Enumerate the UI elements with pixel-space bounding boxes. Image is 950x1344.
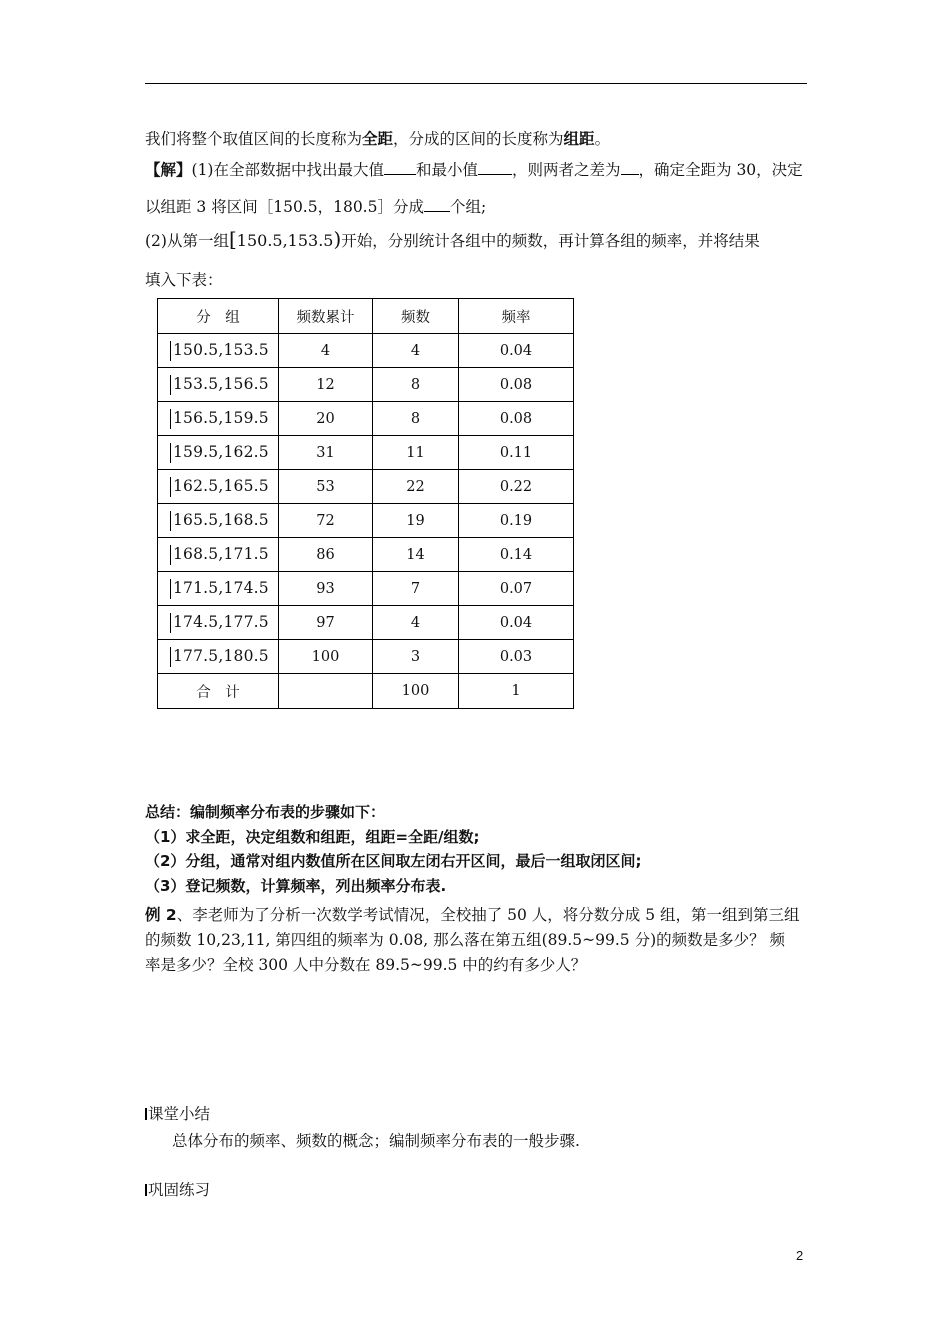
group-cell: 168.5,171.5 — [158, 538, 279, 572]
group-cell: 165.5,168.5 — [158, 504, 279, 538]
class-summary-title: 课堂小结 — [145, 1104, 210, 1124]
example-line-3: 率是多少？全校 300 人中分数在 89.5~99.5 中的约有多少人？ — [145, 956, 587, 974]
example-text: 、李老师为了分析一次数学考试情况，全校抽了 50 人，将分数分成 5 组，第一组到第三组 — [176, 906, 800, 924]
rate-cell: 0.08 — [459, 368, 574, 402]
table-total-row — [158, 674, 574, 709]
intro-text: 我们将整个取值区间的长度称为 — [145, 130, 363, 148]
cum-cell: 86 — [279, 538, 373, 572]
total-cum — [279, 674, 373, 709]
rate-cell: 0.03 — [459, 640, 574, 674]
rate-cell: 0.07 — [459, 572, 574, 606]
rate-cell: 0.11 — [459, 436, 574, 470]
freq-cell: 4 — [373, 334, 459, 368]
total-rate: 1 — [459, 674, 574, 709]
first-group-interval: [150.5,153.5) — [228, 227, 342, 251]
rate-cell: 0.19 — [459, 504, 574, 538]
solution-tag: 【解】 — [145, 160, 192, 179]
freq-cell: 19 — [373, 504, 459, 538]
header-group: 分 组 — [158, 299, 279, 334]
solution-text: ，则两者之差为 — [512, 161, 621, 179]
freq-cell: 11 — [373, 436, 459, 470]
table-row — [158, 334, 574, 368]
group-cell: 177.5,180.5 — [158, 640, 279, 674]
table-row — [158, 504, 574, 538]
total-freq: 100 — [373, 674, 459, 709]
table-row — [158, 538, 574, 572]
summary-step-2: （2）分组，通常对组内数值所在区间取左闭右开区间，最后一组取闭区间; — [145, 852, 642, 870]
header-rate: 频率 — [459, 299, 574, 334]
table-row — [158, 640, 574, 674]
class-summary-text: 总体分布的频率、频数的概念；编制频率分布表的一般步骤. — [172, 1132, 580, 1150]
table-header-row — [158, 299, 574, 334]
example-line-2: 的频数 10,23,11, 第四组的频率为 0.08, 那么落在第五组(89.5~99.5 分)的频数是多少？ 频 — [145, 931, 786, 949]
page-number: 2 — [796, 1248, 804, 1263]
term-group-width: 组距 — [563, 130, 595, 148]
cum-cell: 72 — [279, 504, 373, 538]
header-rule — [145, 83, 807, 84]
blank-group-count[interactable] — [424, 197, 450, 212]
table-row — [158, 606, 574, 640]
intro-text-end: 。 — [594, 130, 611, 148]
cum-cell: 12 — [279, 368, 373, 402]
intro-text-mid: ，分成的区间的长度称为 — [393, 130, 564, 148]
summary-title: 总结：编制频率分布表的步骤如下： — [145, 803, 386, 821]
solution-text: 个组; — [449, 198, 487, 216]
cum-cell: 31 — [279, 436, 373, 470]
group-cell: 156.5,159.5 — [158, 402, 279, 436]
blank-min[interactable] — [478, 160, 512, 175]
freq-cell: 22 — [373, 470, 459, 504]
solution-text: 开始，分别统计各组中的频数，再计算各组的频率，并将结果 — [341, 232, 760, 250]
group-cell: 153.5,156.5 — [158, 368, 279, 402]
solution-text: (1)在全部数据中找出最大值 — [191, 161, 384, 179]
solution-text: ，确定全距为 30，决定 — [638, 161, 803, 179]
group-cell: 174.5,177.5 — [158, 606, 279, 640]
solution-line-4 — [145, 270, 223, 290]
term-full-range: 全距 — [362, 130, 394, 148]
rate-cell: 0.04 — [459, 334, 574, 368]
solution-text: (2)从第一组 — [145, 232, 229, 250]
group-cell: 159.5,162.5 — [158, 436, 279, 470]
freq-cell: 4 — [373, 606, 459, 640]
rate-cell: 0.04 — [459, 606, 574, 640]
header-cumulative: 频数累计 — [279, 299, 373, 334]
cum-cell: 97 — [279, 606, 373, 640]
solution-line-1 — [145, 160, 803, 180]
section-marker-icon — [145, 1108, 147, 1120]
section-marker-icon — [145, 1184, 147, 1196]
header-frequency: 频数 — [373, 299, 459, 334]
table-row — [158, 368, 574, 402]
rate-cell: 0.14 — [459, 538, 574, 572]
cum-cell: 4 — [279, 334, 373, 368]
rate-cell: 0.08 — [459, 402, 574, 436]
blank-max[interactable] — [384, 160, 416, 175]
solution-line-2 — [145, 197, 486, 217]
table-row — [158, 436, 574, 470]
rate-cell: 0.22 — [459, 470, 574, 504]
solution-text: 填入下表： — [145, 271, 223, 289]
table-row — [158, 402, 574, 436]
cum-cell: 20 — [279, 402, 373, 436]
summary-step-3: （3）登记频数，计算频率，列出频率分布表. — [145, 877, 447, 895]
freq-cell: 8 — [373, 368, 459, 402]
intro-line — [145, 129, 610, 149]
group-cell: 150.5,153.5 — [158, 334, 279, 368]
solution-text: 以组距 3 将区间［150.5，180.5］分成 — [145, 198, 424, 216]
freq-cell: 3 — [373, 640, 459, 674]
example-label: 例 2 — [145, 906, 177, 924]
total-label: 合 计 — [158, 674, 279, 709]
table-row — [158, 572, 574, 606]
cum-cell: 100 — [279, 640, 373, 674]
cum-cell: 53 — [279, 470, 373, 504]
group-cell: 171.5,174.5 — [158, 572, 279, 606]
table-row — [158, 470, 574, 504]
freq-cell: 8 — [373, 402, 459, 436]
solution-text: 和最小值 — [415, 161, 478, 179]
example-line-1 — [145, 905, 799, 925]
cum-cell: 93 — [279, 572, 373, 606]
blank-diff[interactable] — [621, 160, 639, 175]
solution-line-3 — [145, 229, 760, 251]
practice-title: 巩固练习 — [145, 1180, 210, 1200]
summary-step-1: （1）求全距，决定组数和组距，组距=全距/组数; — [145, 828, 480, 846]
frequency-table — [157, 298, 574, 709]
group-cell: 162.5,165.5 — [158, 470, 279, 504]
freq-cell: 7 — [373, 572, 459, 606]
freq-cell: 14 — [373, 538, 459, 572]
